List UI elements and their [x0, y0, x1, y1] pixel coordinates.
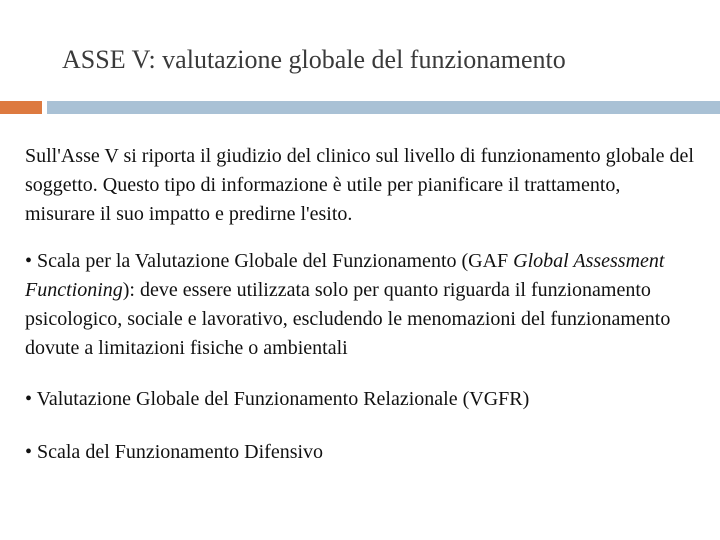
bullet-difensivo: • Scala del Funzionamento Difensivo: [25, 441, 324, 463]
bullet-gaf: [25, 247, 695, 363]
bullet-vgfr: • Valutazione Globale del Funzionamento Relazionale (VGFR): [25, 388, 530, 410]
bullet-gaf-prefix: • Scala per la Valutazione Globale del Funzionamento (GAF: [25, 250, 514, 272]
bullet-gaf-suffix: ): deve essere utilizzata solo per quanto riguarda il funzionamento psicologico, sociale e lavorativo, escludendo le menomazioni del funzionamento dovute a limitazioni fisiche o ambientali: [25, 279, 671, 359]
bullet-gaf-italic: Global Assessment Functioning: [25, 250, 665, 301]
slide-title: ASSE V: valutazione globale del funzionamento: [62, 45, 566, 74]
intro-paragraph: Sull'Asse V si riporta il giudizio del clinico sul livello di funzionamento globale del soggetto. Questo tipo di informazione è utile per pianificare il trattamento, misurare il suo impatto e predirne l'esito.: [25, 145, 694, 225]
title-accent-bar-blue: [47, 101, 720, 114]
title-accent-bar-orange: [0, 101, 42, 114]
slide-body: [25, 142, 695, 467]
